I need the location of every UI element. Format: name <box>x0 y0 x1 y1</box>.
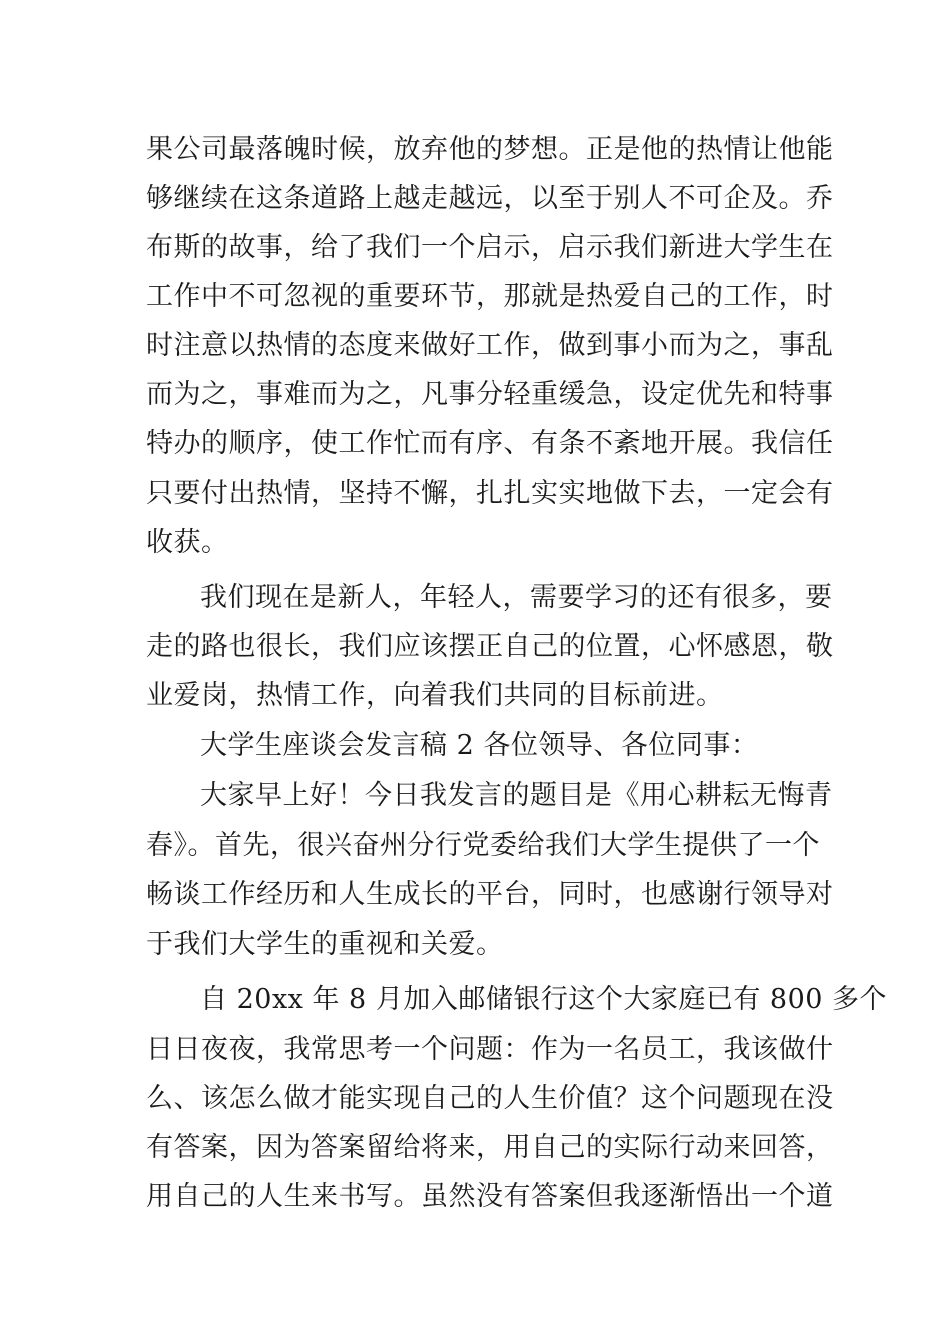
text-line: 收获。 <box>146 527 229 558</box>
text-line: 走的路也很长，我们应该摆正自己的位置，心怀感恩，敬 <box>146 631 834 662</box>
text-line: 特办的顺序，使工作忙而有序、有条不紊地开展。我信任 <box>146 428 834 459</box>
text-line: 布斯的故事，给了我们一个启示，启示我们新进大学生在 <box>146 232 834 263</box>
text-line: 只要付出热情，坚持不懈，扎扎实实地做下去，一定会有 <box>146 478 834 509</box>
text-line: 我们现在是新人，年轻人，需要学习的还有很多，要 <box>200 582 833 613</box>
section-heading: 大学生座谈会发言稿 2 各位领导、各位同事： <box>200 730 759 761</box>
text-line: 畅谈工作经历和人生成长的平台，同时，也感谢行领导对 <box>146 879 834 910</box>
text-line: 果公司最落魄时候，放弃他的梦想。正是他的热情让他能 <box>146 134 834 165</box>
text-line: 业爱岗，热情工作，向着我们共同的目标前进。 <box>146 680 724 711</box>
text-line: 春》。首先，很兴奋州分行党委给我们大学生提供了一个 <box>146 830 820 861</box>
text-line: 够继续在这条道路上越走越远，以至于别人不可企及。乔 <box>146 183 834 214</box>
text-line: 么、该怎么做才能实现自己的人生价值？这个问题现在没 <box>146 1083 834 1114</box>
text-line: 时注意以热情的态度来做好工作，做到事小而为之，事乱 <box>146 330 834 361</box>
text-line: 有答案，因为答案留给将来，用自己的实际行动来回答， <box>146 1132 834 1163</box>
text-line: 工作中不可忽视的重要环节，那就是热爱自己的工作，时 <box>146 281 834 312</box>
text-line: 用自己的人生来书写。虽然没有答案但我逐渐悟出一个道 <box>146 1181 834 1212</box>
text-line: 于我们大学生的重视和关爱。 <box>146 929 504 960</box>
text-line: 自 20xx 年 8 月加入邮储银行这个大家庭已有 800 多个 <box>200 984 888 1015</box>
text-line: 大家早上好！今日我发言的题目是《用心耕耘无悔青 <box>200 780 833 811</box>
text-line: 而为之，事难而为之，凡事分轻重缓急，设定优先和特事 <box>146 379 834 410</box>
text-line: 日日夜夜，我常思考一个问题：作为一名员工，我该做什 <box>146 1034 834 1065</box>
